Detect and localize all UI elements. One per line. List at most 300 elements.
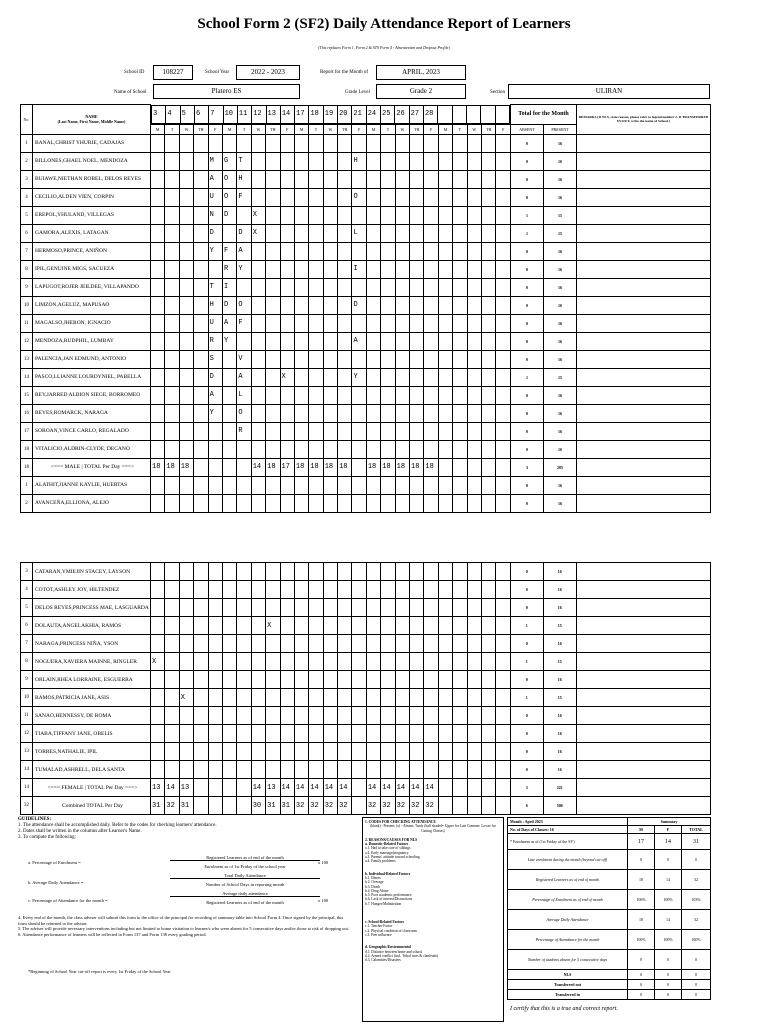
attendance-cell[interactable] <box>410 440 424 458</box>
attendance-cell[interactable]: 32 <box>395 797 409 815</box>
attendance-cell[interactable] <box>165 170 179 188</box>
attendance-cell[interactable] <box>294 206 308 224</box>
remarks-cell[interactable] <box>576 599 710 617</box>
attendance-cell[interactable] <box>280 404 294 422</box>
attendance-cell[interactable] <box>453 707 467 725</box>
attendance-cell[interactable] <box>381 617 395 635</box>
attendance-cell[interactable] <box>410 422 424 440</box>
attendance-cell[interactable] <box>352 671 366 689</box>
attendance-cell[interactable] <box>323 707 337 725</box>
attendance-cell[interactable] <box>280 743 294 761</box>
attendance-cell[interactable] <box>395 134 409 152</box>
attendance-cell[interactable] <box>251 170 265 188</box>
attendance-cell[interactable] <box>151 635 165 653</box>
attendance-cell[interactable] <box>280 386 294 404</box>
attendance-cell[interactable] <box>266 725 280 743</box>
attendance-cell[interactable]: X <box>280 368 294 386</box>
attendance-cell[interactable] <box>294 581 308 599</box>
attendance-cell[interactable] <box>237 761 251 779</box>
attendance-cell[interactable] <box>237 278 251 296</box>
attendance-cell[interactable]: 18 <box>309 458 323 476</box>
attendance-cell[interactable] <box>381 368 395 386</box>
attendance-cell[interactable] <box>467 386 481 404</box>
attendance-cell[interactable] <box>338 617 352 635</box>
attendance-cell[interactable] <box>424 278 438 296</box>
attendance-cell[interactable] <box>410 581 424 599</box>
attendance-cell[interactable] <box>381 296 395 314</box>
attendance-cell[interactable] <box>194 242 208 260</box>
attendance-cell[interactable] <box>309 725 323 743</box>
attendance-cell[interactable] <box>251 134 265 152</box>
attendance-cell[interactable] <box>237 440 251 458</box>
attendance-cell[interactable] <box>496 170 511 188</box>
attendance-cell[interactable]: 18 <box>266 458 280 476</box>
attendance-cell[interactable] <box>496 224 511 242</box>
attendance-cell[interactable] <box>467 260 481 278</box>
attendance-cell[interactable] <box>237 653 251 671</box>
remarks-cell[interactable] <box>576 779 710 797</box>
attendance-cell[interactable] <box>294 653 308 671</box>
attendance-cell[interactable] <box>323 671 337 689</box>
attendance-cell[interactable]: A <box>222 314 236 332</box>
attendance-cell[interactable] <box>453 296 467 314</box>
attendance-cell[interactable] <box>194 314 208 332</box>
attendance-cell[interactable]: N <box>208 206 222 224</box>
attendance-cell[interactable] <box>309 476 323 494</box>
attendance-cell[interactable] <box>438 743 452 761</box>
attendance-cell[interactable] <box>208 260 222 278</box>
attendance-cell[interactable] <box>366 368 380 386</box>
attendance-cell[interactable] <box>481 152 495 170</box>
attendance-cell[interactable] <box>237 581 251 599</box>
attendance-cell[interactable] <box>410 350 424 368</box>
attendance-cell[interactable]: 18 <box>165 458 179 476</box>
attendance-cell[interactable]: 13 <box>179 779 193 797</box>
attendance-cell[interactable] <box>481 350 495 368</box>
attendance-cell[interactable] <box>467 743 481 761</box>
attendance-cell[interactable] <box>165 581 179 599</box>
attendance-cell[interactable] <box>467 494 481 512</box>
attendance-cell[interactable] <box>338 134 352 152</box>
attendance-cell[interactable] <box>496 296 511 314</box>
attendance-cell[interactable] <box>323 134 337 152</box>
attendance-cell[interactable] <box>208 458 222 476</box>
attendance-cell[interactable] <box>366 386 380 404</box>
attendance-cell[interactable] <box>395 761 409 779</box>
attendance-cell[interactable] <box>410 152 424 170</box>
attendance-cell[interactable] <box>151 707 165 725</box>
attendance-cell[interactable]: 13 <box>151 779 165 797</box>
attendance-cell[interactable] <box>194 581 208 599</box>
attendance-cell[interactable] <box>481 494 495 512</box>
attendance-cell[interactable] <box>424 689 438 707</box>
attendance-cell[interactable] <box>266 278 280 296</box>
attendance-cell[interactable]: 14 <box>381 779 395 797</box>
attendance-cell[interactable] <box>453 404 467 422</box>
attendance-cell[interactable] <box>338 494 352 512</box>
attendance-cell[interactable] <box>381 743 395 761</box>
attendance-cell[interactable] <box>222 761 236 779</box>
attendance-cell[interactable] <box>222 671 236 689</box>
attendance-cell[interactable] <box>496 725 510 743</box>
attendance-cell[interactable] <box>366 206 380 224</box>
attendance-cell[interactable]: R <box>237 422 251 440</box>
attendance-cell[interactable] <box>395 404 409 422</box>
attendance-cell[interactable] <box>222 494 236 512</box>
attendance-cell[interactable] <box>194 761 208 779</box>
attendance-cell[interactable] <box>395 743 409 761</box>
attendance-cell[interactable] <box>496 134 511 152</box>
attendance-cell[interactable]: 32 <box>366 797 380 815</box>
attendance-cell[interactable] <box>481 761 495 779</box>
attendance-cell[interactable]: D <box>237 224 251 242</box>
attendance-cell[interactable] <box>410 386 424 404</box>
attendance-cell[interactable] <box>338 152 352 170</box>
attendance-cell[interactable] <box>280 332 294 350</box>
attendance-cell[interactable] <box>481 170 495 188</box>
attendance-cell[interactable] <box>352 404 366 422</box>
attendance-cell[interactable] <box>165 350 179 368</box>
attendance-cell[interactable] <box>280 563 294 581</box>
attendance-cell[interactable] <box>381 671 395 689</box>
attendance-cell[interactable] <box>179 188 193 206</box>
attendance-cell[interactable] <box>395 296 409 314</box>
attendance-cell[interactable] <box>338 581 352 599</box>
attendance-cell[interactable] <box>338 224 352 242</box>
attendance-cell[interactable] <box>194 743 208 761</box>
attendance-cell[interactable] <box>410 188 424 206</box>
attendance-cell[interactable] <box>366 440 380 458</box>
attendance-cell[interactable] <box>294 332 308 350</box>
remarks-cell[interactable] <box>577 152 711 170</box>
attendance-cell[interactable]: X <box>179 689 193 707</box>
attendance-cell[interactable] <box>338 476 352 494</box>
attendance-cell[interactable] <box>424 152 438 170</box>
attendance-cell[interactable] <box>309 635 323 653</box>
attendance-cell[interactable] <box>496 797 510 815</box>
attendance-cell[interactable] <box>496 386 511 404</box>
attendance-cell[interactable] <box>352 278 366 296</box>
attendance-cell[interactable] <box>410 134 424 152</box>
attendance-cell[interactable] <box>294 599 308 617</box>
attendance-cell[interactable] <box>194 707 208 725</box>
remarks-cell[interactable] <box>576 761 710 779</box>
attendance-cell[interactable] <box>194 350 208 368</box>
attendance-cell[interactable] <box>424 350 438 368</box>
attendance-cell[interactable] <box>309 332 323 350</box>
attendance-cell[interactable] <box>467 563 481 581</box>
attendance-cell[interactable] <box>395 440 409 458</box>
attendance-cell[interactable] <box>280 242 294 260</box>
attendance-cell[interactable] <box>338 635 352 653</box>
attendance-cell[interactable]: I <box>352 260 366 278</box>
attendance-cell[interactable] <box>453 599 467 617</box>
attendance-cell[interactable] <box>424 563 438 581</box>
attendance-cell[interactable] <box>280 494 294 512</box>
attendance-cell[interactable]: 31 <box>151 797 165 815</box>
attendance-cell[interactable]: Y <box>237 260 251 278</box>
attendance-cell[interactable] <box>309 314 323 332</box>
attendance-cell[interactable] <box>179 599 193 617</box>
attendance-cell[interactable] <box>453 260 467 278</box>
attendance-cell[interactable]: T <box>208 278 222 296</box>
attendance-cell[interactable] <box>194 440 208 458</box>
remarks-cell[interactable] <box>577 296 711 314</box>
attendance-cell[interactable] <box>352 242 366 260</box>
attendance-cell[interactable] <box>381 476 395 494</box>
attendance-cell[interactable] <box>381 188 395 206</box>
attendance-cell[interactable] <box>410 260 424 278</box>
attendance-cell[interactable] <box>496 617 510 635</box>
attendance-cell[interactable] <box>410 170 424 188</box>
attendance-cell[interactable] <box>165 635 179 653</box>
attendance-cell[interactable]: 18 <box>424 458 438 476</box>
attendance-cell[interactable] <box>481 332 495 350</box>
attendance-cell[interactable] <box>410 296 424 314</box>
attendance-cell[interactable]: 18 <box>395 458 409 476</box>
attendance-cell[interactable] <box>251 761 265 779</box>
attendance-cell[interactable] <box>294 188 308 206</box>
attendance-cell[interactable] <box>309 599 323 617</box>
attendance-cell[interactable] <box>208 581 222 599</box>
attendance-cell[interactable] <box>208 779 222 797</box>
attendance-cell[interactable] <box>467 188 481 206</box>
attendance-cell[interactable] <box>338 332 352 350</box>
attendance-cell[interactable]: I <box>222 278 236 296</box>
attendance-cell[interactable] <box>280 617 294 635</box>
attendance-cell[interactable]: D <box>208 224 222 242</box>
attendance-cell[interactable] <box>366 314 380 332</box>
attendance-cell[interactable] <box>309 152 323 170</box>
attendance-cell[interactable] <box>280 599 294 617</box>
attendance-cell[interactable] <box>194 224 208 242</box>
attendance-cell[interactable] <box>280 170 294 188</box>
attendance-cell[interactable]: R <box>222 260 236 278</box>
attendance-cell[interactable] <box>438 314 452 332</box>
attendance-cell[interactable] <box>424 368 438 386</box>
attendance-cell[interactable] <box>496 278 511 296</box>
attendance-cell[interactable] <box>410 689 424 707</box>
attendance-cell[interactable] <box>467 725 481 743</box>
attendance-cell[interactable] <box>222 653 236 671</box>
attendance-cell[interactable] <box>453 224 467 242</box>
attendance-cell[interactable] <box>280 422 294 440</box>
attendance-cell[interactable] <box>496 581 510 599</box>
attendance-cell[interactable] <box>165 761 179 779</box>
attendance-cell[interactable] <box>194 332 208 350</box>
attendance-cell[interactable] <box>381 242 395 260</box>
attendance-cell[interactable]: A <box>237 368 251 386</box>
attendance-cell[interactable]: 14 <box>366 779 380 797</box>
attendance-cell[interactable] <box>410 725 424 743</box>
attendance-cell[interactable] <box>266 350 280 368</box>
attendance-cell[interactable]: 18 <box>294 458 308 476</box>
attendance-cell[interactable] <box>151 476 165 494</box>
attendance-cell[interactable] <box>467 635 481 653</box>
attendance-cell[interactable] <box>237 332 251 350</box>
attendance-cell[interactable] <box>438 458 452 476</box>
attendance-cell[interactable] <box>237 743 251 761</box>
remarks-cell[interactable] <box>576 671 710 689</box>
attendance-cell[interactable] <box>151 599 165 617</box>
attendance-cell[interactable] <box>496 350 511 368</box>
attendance-cell[interactable] <box>438 581 452 599</box>
attendance-cell[interactable] <box>424 260 438 278</box>
attendance-cell[interactable] <box>366 404 380 422</box>
attendance-cell[interactable] <box>151 440 165 458</box>
attendance-cell[interactable] <box>266 296 280 314</box>
attendance-cell[interactable] <box>453 314 467 332</box>
attendance-cell[interactable] <box>237 206 251 224</box>
attendance-cell[interactable]: 14 <box>280 779 294 797</box>
attendance-cell[interactable] <box>309 440 323 458</box>
attendance-cell[interactable] <box>194 134 208 152</box>
attendance-cell[interactable] <box>366 188 380 206</box>
attendance-cell[interactable] <box>194 278 208 296</box>
attendance-cell[interactable] <box>496 242 511 260</box>
attendance-cell[interactable] <box>381 635 395 653</box>
attendance-cell[interactable] <box>237 134 251 152</box>
attendance-cell[interactable] <box>338 350 352 368</box>
attendance-cell[interactable] <box>309 404 323 422</box>
attendance-cell[interactable] <box>280 314 294 332</box>
attendance-cell[interactable] <box>266 314 280 332</box>
attendance-cell[interactable] <box>453 188 467 206</box>
attendance-cell[interactable]: Y <box>208 242 222 260</box>
attendance-cell[interactable]: 32 <box>309 797 323 815</box>
attendance-cell[interactable] <box>323 563 337 581</box>
attendance-cell[interactable] <box>280 761 294 779</box>
attendance-cell[interactable]: Y <box>208 404 222 422</box>
attendance-cell[interactable] <box>194 296 208 314</box>
attendance-cell[interactable] <box>424 440 438 458</box>
attendance-cell[interactable] <box>381 581 395 599</box>
attendance-cell[interactable] <box>165 188 179 206</box>
attendance-cell[interactable] <box>194 404 208 422</box>
attendance-cell[interactable] <box>410 743 424 761</box>
attendance-cell[interactable] <box>481 599 495 617</box>
attendance-cell[interactable] <box>338 386 352 404</box>
attendance-cell[interactable] <box>237 635 251 653</box>
attendance-cell[interactable] <box>467 350 481 368</box>
attendance-cell[interactable] <box>251 278 265 296</box>
attendance-cell[interactable] <box>481 689 495 707</box>
attendance-cell[interactable] <box>251 476 265 494</box>
attendance-cell[interactable] <box>266 599 280 617</box>
attendance-cell[interactable] <box>237 725 251 743</box>
attendance-cell[interactable] <box>266 494 280 512</box>
attendance-cell[interactable] <box>266 134 280 152</box>
attendance-cell[interactable] <box>165 368 179 386</box>
attendance-cell[interactable] <box>424 170 438 188</box>
attendance-cell[interactable] <box>338 689 352 707</box>
attendance-cell[interactable] <box>467 296 481 314</box>
attendance-cell[interactable] <box>251 422 265 440</box>
attendance-cell[interactable] <box>352 635 366 653</box>
attendance-cell[interactable] <box>323 440 337 458</box>
attendance-cell[interactable] <box>481 440 495 458</box>
attendance-cell[interactable] <box>438 278 452 296</box>
attendance-cell[interactable] <box>496 761 510 779</box>
attendance-cell[interactable] <box>453 422 467 440</box>
attendance-cell[interactable] <box>266 368 280 386</box>
attendance-cell[interactable] <box>323 188 337 206</box>
remarks-cell[interactable] <box>577 278 711 296</box>
attendance-cell[interactable] <box>467 797 481 815</box>
attendance-cell[interactable] <box>222 476 236 494</box>
attendance-cell[interactable]: 18 <box>179 458 193 476</box>
attendance-cell[interactable] <box>294 671 308 689</box>
attendance-cell[interactable] <box>438 725 452 743</box>
attendance-cell[interactable] <box>194 206 208 224</box>
attendance-cell[interactable] <box>366 296 380 314</box>
attendance-cell[interactable]: X <box>151 653 165 671</box>
attendance-cell[interactable] <box>424 224 438 242</box>
attendance-cell[interactable] <box>251 296 265 314</box>
attendance-cell[interactable] <box>280 152 294 170</box>
attendance-cell[interactable] <box>338 296 352 314</box>
attendance-cell[interactable] <box>179 707 193 725</box>
attendance-cell[interactable] <box>424 743 438 761</box>
attendance-cell[interactable] <box>352 563 366 581</box>
attendance-cell[interactable] <box>309 707 323 725</box>
attendance-cell[interactable] <box>453 671 467 689</box>
attendance-cell[interactable]: 32 <box>294 797 308 815</box>
attendance-cell[interactable] <box>280 653 294 671</box>
attendance-cell[interactable] <box>481 386 495 404</box>
attendance-cell[interactable] <box>237 689 251 707</box>
attendance-cell[interactable] <box>453 440 467 458</box>
attendance-cell[interactable] <box>424 653 438 671</box>
attendance-cell[interactable] <box>165 224 179 242</box>
attendance-cell[interactable] <box>424 314 438 332</box>
attendance-cell[interactable] <box>395 725 409 743</box>
attendance-cell[interactable] <box>481 476 495 494</box>
attendance-cell[interactable] <box>179 563 193 581</box>
attendance-cell[interactable] <box>366 278 380 296</box>
attendance-cell[interactable] <box>251 563 265 581</box>
remarks-cell[interactable] <box>577 170 711 188</box>
remarks-cell[interactable] <box>577 242 711 260</box>
attendance-cell[interactable] <box>395 653 409 671</box>
attendance-cell[interactable] <box>266 440 280 458</box>
attendance-cell[interactable] <box>410 653 424 671</box>
attendance-cell[interactable] <box>438 617 452 635</box>
attendance-cell[interactable] <box>410 563 424 581</box>
attendance-cell[interactable]: 32 <box>424 797 438 815</box>
attendance-cell[interactable] <box>165 725 179 743</box>
attendance-cell[interactable] <box>424 332 438 350</box>
attendance-cell[interactable] <box>151 350 165 368</box>
attendance-cell[interactable]: 14 <box>424 779 438 797</box>
attendance-cell[interactable] <box>395 671 409 689</box>
attendance-cell[interactable] <box>395 581 409 599</box>
attendance-cell[interactable] <box>424 617 438 635</box>
attendance-cell[interactable]: D <box>222 296 236 314</box>
attendance-cell[interactable] <box>309 581 323 599</box>
attendance-cell[interactable] <box>222 689 236 707</box>
remarks-cell[interactable] <box>576 797 710 815</box>
attendance-cell[interactable] <box>323 599 337 617</box>
attendance-cell[interactable] <box>165 152 179 170</box>
attendance-cell[interactable] <box>496 494 511 512</box>
attendance-cell[interactable]: F <box>237 188 251 206</box>
attendance-cell[interactable] <box>222 440 236 458</box>
attendance-cell[interactable] <box>395 476 409 494</box>
attendance-cell[interactable] <box>151 494 165 512</box>
attendance-cell[interactable] <box>194 170 208 188</box>
attendance-cell[interactable] <box>222 422 236 440</box>
